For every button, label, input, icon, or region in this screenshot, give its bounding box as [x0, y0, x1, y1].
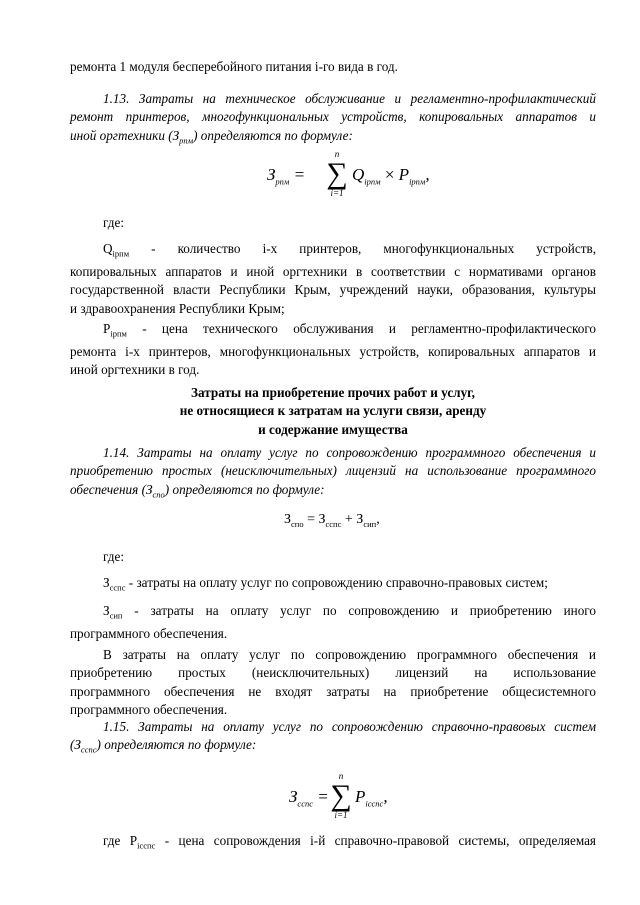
where-label-2: где:: [103, 549, 124, 564]
definition-zsip: $З_{сип}$ - затраты на оплату услуг по сопровождению и приобретению иного программного обеспечения.: [70, 603, 596, 642]
section-1-13: 1.13. Затраты на техническое обслуживание и регламентно-профилактический ремонт принтеров, многофункциональных устройств, копировальных аппаратов и иной оргтехники $(З_{рпм})$ определяются по формуле:: [70, 91, 596, 146]
definition-q: $Q_{iрпм}$ - количество i-х принтеров, многофункциональных устройств, копировальных аппаратов и иной оргтехники в соответствии с нормативами органов государственной власти Республики Крым, учреждений науки, образования, культуры и здравоохранения Республики Крым;: [70, 241, 596, 316]
note-paragraph: В затраты на оплату услуг по сопровождению программного обеспечения и приобретению простых (неисключительных) лицензий на использование программного обеспечения не входят затраты на приобретение общесистемного программного обеспечения.: [70, 647, 596, 718]
section-1-15: 1.15. Затраты на оплату услуг по сопровождению справочно-правовых систем $(З_{сспс})$ определяются по формуле:: [70, 719, 596, 756]
formula-zspo: $З_{спо} = З_{сспс} + З_{сип}$,: [284, 512, 380, 529]
last-line: где $P_{iсспс}$ - цена сопровождения i-й справочно-правовой системы, определяемая: [103, 833, 596, 851]
definition-p: $P_{iрпм}$ - цена технического обслуживания и регламентно-профилактического ремонта i-х принтеров, многофункциональных устройств, копировальных аппаратов и иной оргтехники в год.: [70, 321, 596, 378]
section-heading: Затраты на приобретение прочих работ и услуг, не относящиеся к затратам на услуги связи, аренду и содержание имущества: [179, 385, 487, 437]
definition-zspps: $З_{сспс}$ - затраты на оплату услуг по сопровождению справочно-правовых систем;: [103, 575, 548, 593]
section-1-14: 1.14. Затраты на оплату услуг по сопровождению программного обеспечения и приобретению простых (неисключительных) лицензий на использование программного обеспечения $(З_{спо})$ определяются по формуле:: [70, 445, 596, 500]
where-label: где:: [103, 215, 124, 230]
paragraph: ремонта 1 модуля бесперебойного питания i-го вида в год.: [70, 59, 398, 74]
